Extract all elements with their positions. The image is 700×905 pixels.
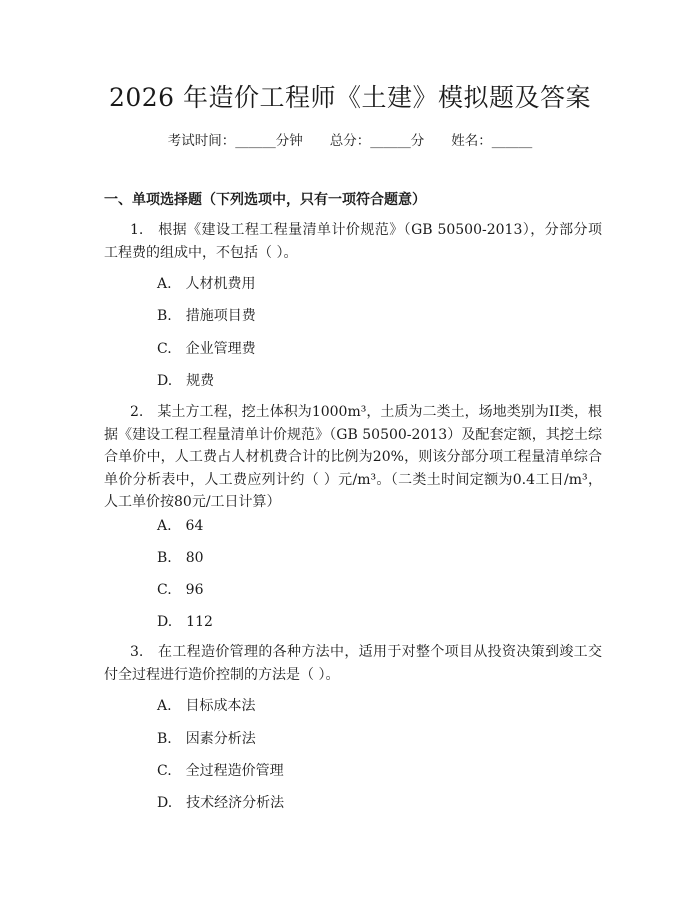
question-1-option-c: C. 企业管理费: [157, 341, 256, 357]
question-1-option-b: B. 措施项目费: [157, 308, 256, 324]
page-title: 2026 年造价工程师《土建》模拟题及答案: [108, 83, 592, 112]
question-1-option-d: D. 规费: [157, 373, 215, 389]
section-heading: 一、单项选择题（下列选项中，只有一项符合题意）: [104, 192, 426, 208]
question-3-stem: 3. 在工程造价管理的各种方法中，适用于对整个项目从投资决策到竣工交付全过程进行造价控制的方法是（ ）。: [104, 644, 602, 683]
exam-meta-line: 考试时间：______分钟 总分：______分 姓名：______: [167, 133, 533, 149]
question-2-stem: 2. 某土方工程，挖土体积为1000m³，土质为二类土，场地类别为II类，根据《建设工程工程量清单计价规范》（GB 50500-2013）及配套定额，其挖土综合单价中，人工费占人材机费合计的比例为20%，则该分部分项工程量清单综合单价分析表中，人工费应列计约（ ）元/m³。（二类土时间定额为0.4工日/m³，人工单价按80元/工日计算）: [104, 404, 602, 510]
question-2-option-c: C. 96: [157, 582, 204, 598]
question-3-option-c: C. 全过程造价管理: [157, 763, 284, 779]
question-1-stem: 1. 根据《建设工程工程量清单计价规范》（GB 50500-2013），分部分项工程费的组成中，不包括（ ）。: [104, 222, 602, 261]
question-3-option-d: D. 技术经济分析法: [157, 795, 285, 811]
question-2-option-b: B. 80: [157, 550, 204, 566]
question-2-option-a: A. 64: [157, 518, 204, 534]
question-3-option-a: A. 目标成本法: [157, 698, 256, 714]
question-1-option-a: A. 人材机费用: [157, 276, 256, 292]
question-3-option-b: B. 因素分析法: [157, 731, 256, 747]
question-2-option-d: D. 112: [157, 614, 213, 630]
